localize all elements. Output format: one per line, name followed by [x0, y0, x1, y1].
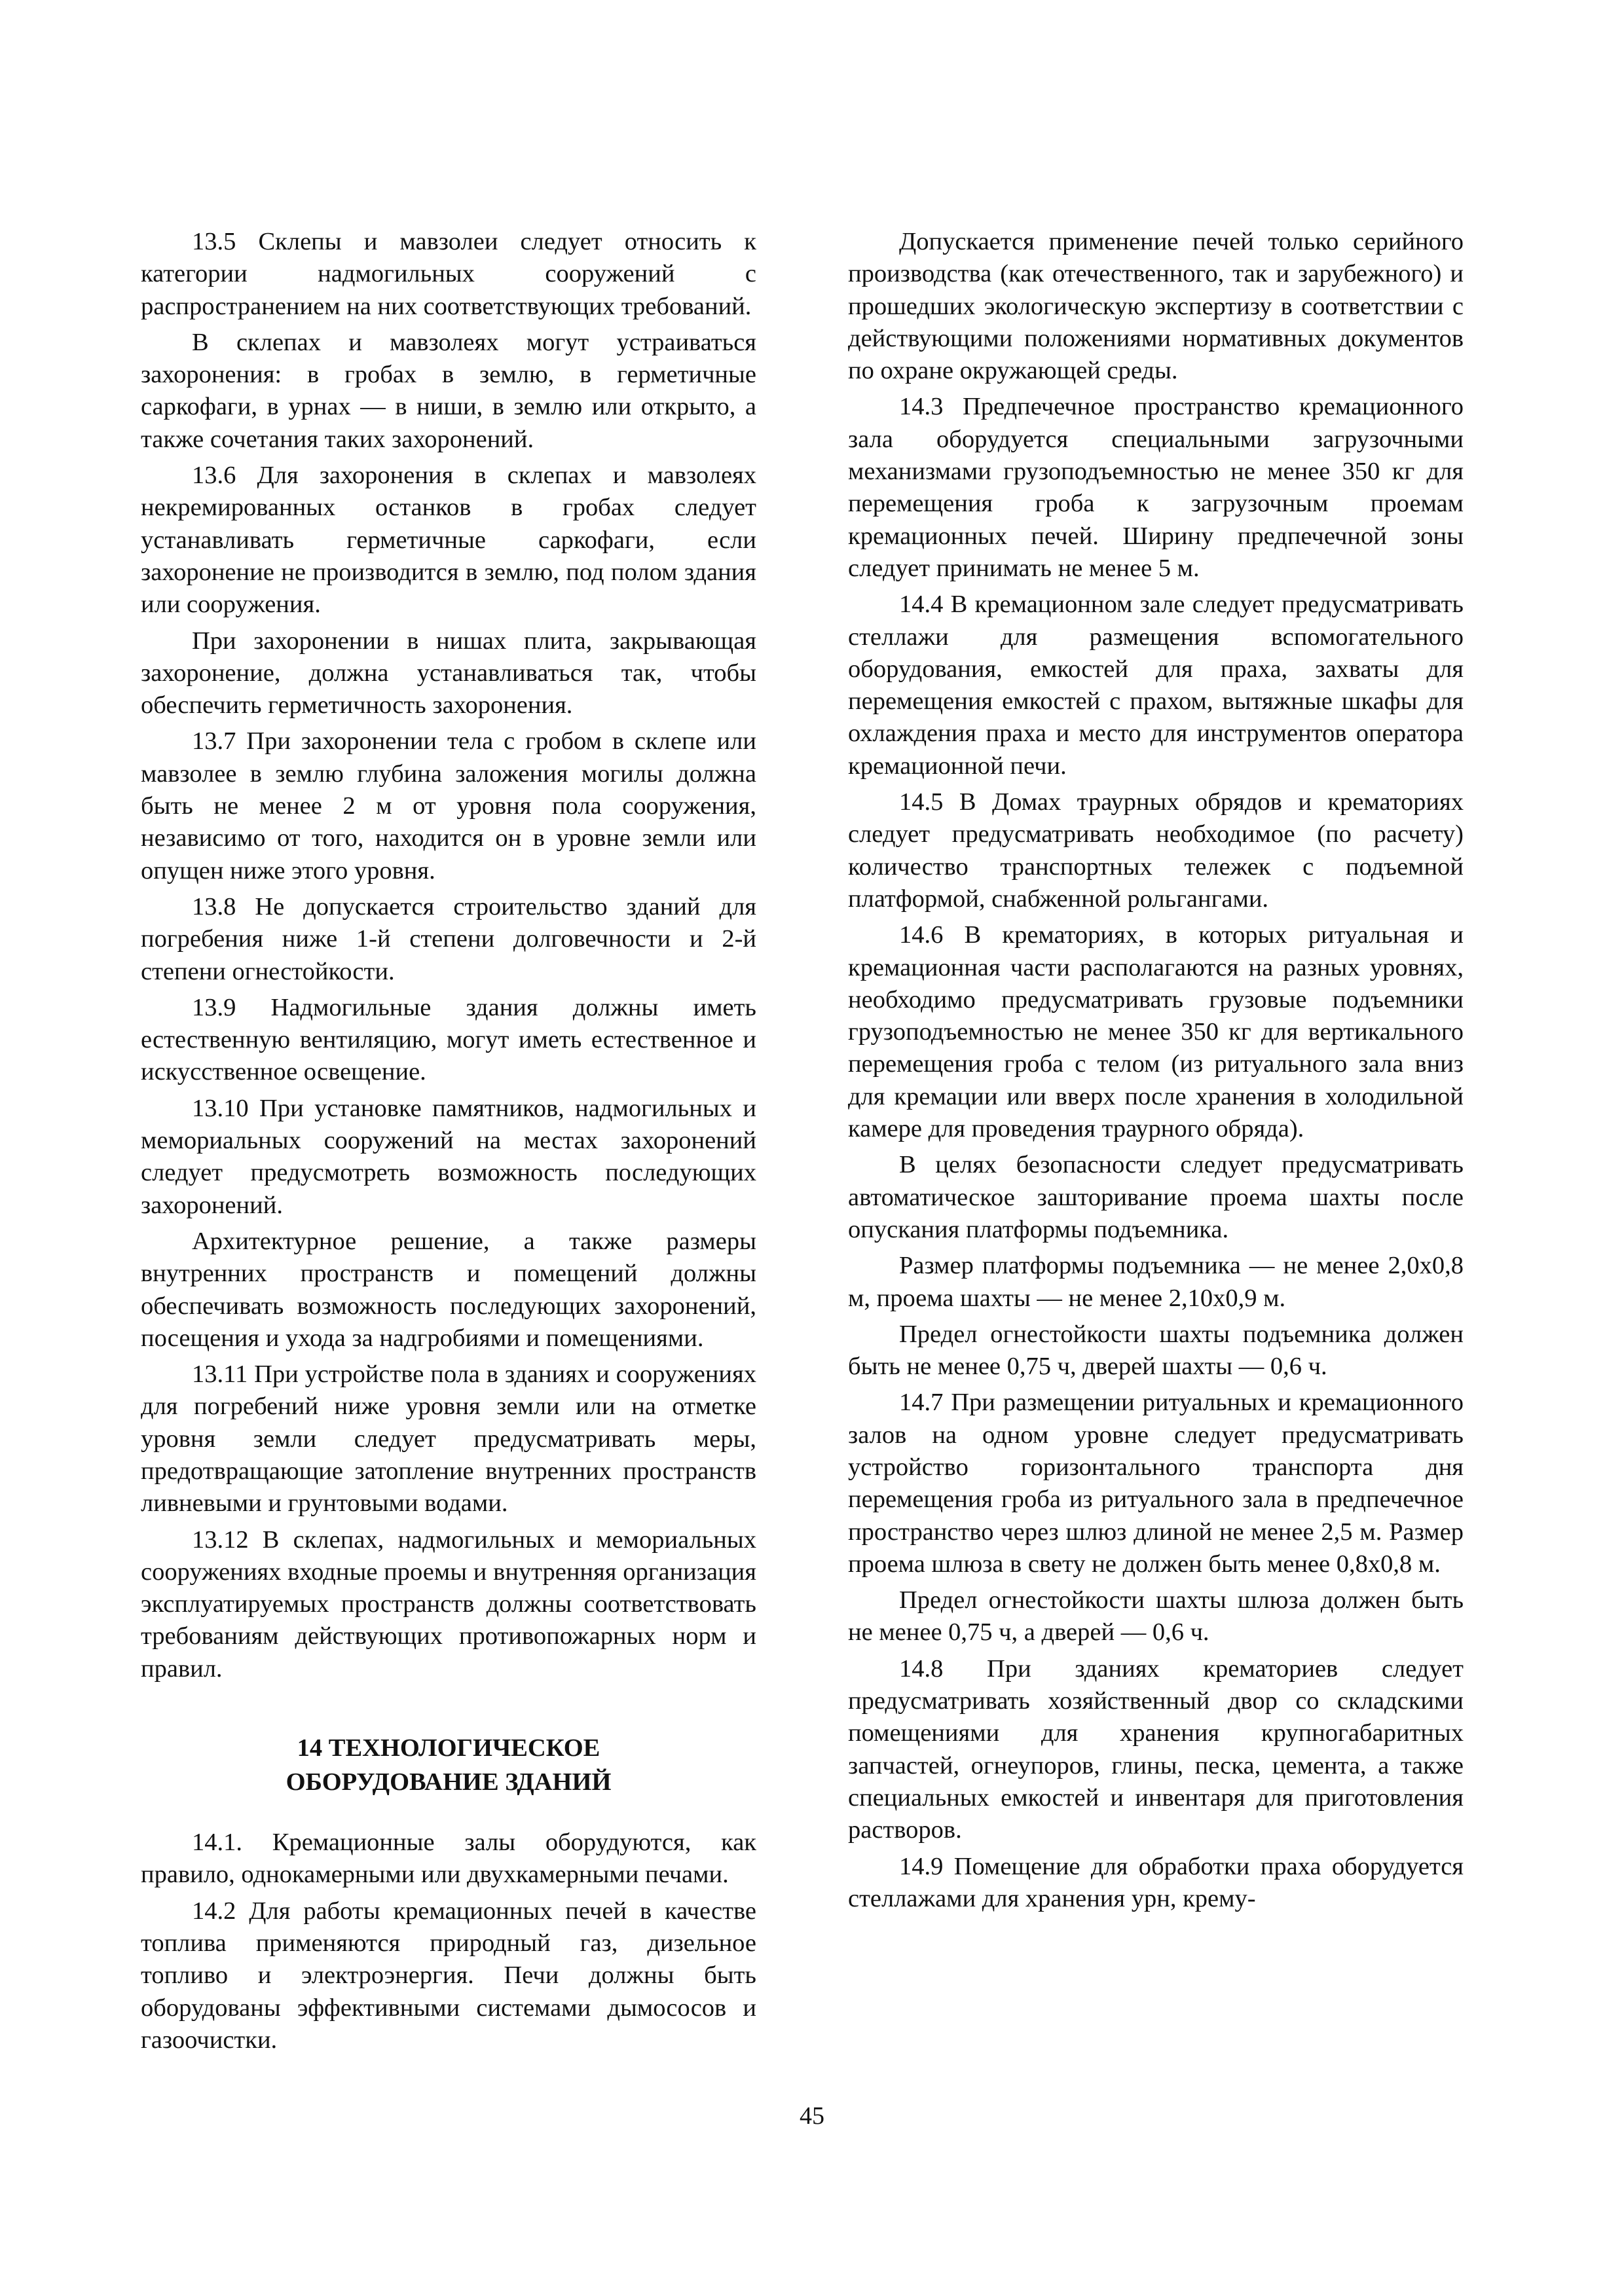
- paragraph-safety: В целях безопасности следует предусматривать автоматическое зашторивание проема шахты после опускания платформы подъемника.: [848, 1151, 1464, 1243]
- paragraph-13-6: 13.6 Для захоронения в склепах и мавзолеях некремированных останков в гробах следует устанавливать герметичные саркофаги, если захоронение не производится в землю, под полом здания или сооружения.: [141, 462, 756, 619]
- paragraph-crypt-burials: В склепах и мавзолеях могут устраиваться захоронения: в гробах в землю, в герметичные саркофаги, в урнах — в ниши, в землю или открыто, а также сочетания таких захоронений.: [141, 328, 756, 453]
- paragraph-13-9: 13.9 Надмогильные здания должны иметь естественную вентиляцию, могут иметь естественное и искусственное освещение.: [141, 993, 756, 1086]
- page-number: 45: [800, 2102, 824, 2130]
- paragraph-14-9: 14.9 Помещение для обработки праха оборудуется стеллажами для хранения урн, крему-: [848, 1852, 1464, 1912]
- paragraph-14-4: 14.4 В кремационном зале следует предусматривать стеллажи для размещения вспомогательного оборудования, емкостей для праха, захваты для перемещения емкостей с прахом, вытяжные шкафы для охлаждения праха и место для инструментов оператора кремационной печи.: [848, 591, 1464, 780]
- section-heading-line-2: ОБОРУДОВАНИЕ ЗДАНИЙ: [286, 1768, 612, 1796]
- left-text-column: [141, 226, 756, 2060]
- paragraph-serial-furnaces: Допускается применение печей только серийного производства (как отечественного, так и зарубежного) и прошедших экологическую экспертизу в соответствии с действующими положениями нормативных документов по охране окружающей среды.: [848, 228, 1464, 385]
- paragraph-platform-size: Размер платформы подъемника — не менее 2,0х0,8 м, проема шахты — не менее 2,10х0,9 м.: [848, 1252, 1464, 1312]
- paragraph-14-3: 14.3 Предпечечное пространство кремационного зала оборудуется специальными загрузочными механизмами грузоподъемностью не менее 350 кг для перемещения гроба к загрузочным проемам кремационных печей. Ширину предпечечной зоны следует принимать не менее 5 м.: [848, 393, 1464, 582]
- paragraph-14-1: 14.1. Кремационные залы оборудуются, как правило, однокамерными или двухкамерными печами.: [141, 1829, 756, 1889]
- paragraph-niche-burials: При захоронении в нишах плита, закрывающая захоронение, должна устанавливаться так, чтобы обеспечить герметичность захоронения.: [141, 627, 756, 720]
- paragraph-14-6: 14.6 В крематориях, в которых ритуальная и кремационная части располагаются на разных уровнях, необходимо предусматривать грузовые подъемники грузоподъемностью не менее 350 кг для вертикального перемещения гроба с телом (из ритуального зала вниз для кремации или вверх после хранения в холодильной камере для проведения траурного обряда).: [848, 921, 1464, 1143]
- paragraph-14-8: 14.8 При зданиях крематориев следует предусматривать хозяйственный двор со складскими помещениями для хранения крупногабаритных запчастей, огнеупоров, глины, песка, цемента, а также специальных емкостей и инвентаря для приготовления растворов.: [848, 1654, 1464, 1844]
- paragraph-14-5: 14.5 В Домах траурных обрядов и крематориях следует предусматривать необходимое (по расчету) количество транспортных тележек с подъемной платформой, снабженной рольгангами.: [848, 788, 1464, 913]
- paragraph-13-8: 13.8 Не допускается строительство зданий для погребения ниже 1-й степени долговечности и 2-й степени огнестойкости.: [141, 892, 756, 985]
- right-text-column: [848, 226, 1464, 1919]
- paragraph-13-5: 13.5 Склепы и мавзолеи следует относить к категории надмогильных сооружений с распространением на них соответствующих требований.: [141, 228, 756, 320]
- paragraph-sluice-fire-resistance: Предел огнестойкости шахты шлюза должен быть не менее 0,75 ч, а дверей — 0,6 ч.: [848, 1586, 1464, 1647]
- paragraph-13-10: 13.10 При установке памятников, надмогильных и мемориальных сооружений на местах захоронений следует предусмотреть возможность последующих захоронений.: [141, 1094, 756, 1219]
- paragraph-14-7: 14.7 При размещении ритуальных и кремационного залов на одном уровне следует предусматривать устройство горизонтального транспорта дня перемещения гроба из ритуального зала в предпечечное пространство через шлюз длиной не менее 2,5 м. Размер проема шлюза в свету не должен быть менее 0,8х0,8 м.: [848, 1389, 1464, 1578]
- paragraph-13-12: 13.12 В склепах, надмогильных и мемориальных сооружениях входные проемы и внутренняя организация эксплуатируемых пространств должны соответствовать требованиям действующих противопожарных норм и правил.: [141, 1525, 756, 1683]
- paragraph-shaft-fire-resistance: Предел огнестойкости шахты подъемника должен быть не менее 0,75 ч, дверей шахты — 0,6 ч.: [848, 1320, 1464, 1381]
- paragraph-14-2: 14.2 Для работы кремационных печей в качестве топлива применяются природный газ, дизельное топливо и электроэнергия. Печи должны быть оборудованы эффективными системами дымососов и газоочистки.: [141, 1897, 756, 2054]
- paragraph-architectural-solution: Архитектурное решение, а также размеры внутренних пространств и помещений должны обеспечивать возможность последующих захоронений, посещения и ухода за надгробиями и помещениями.: [141, 1227, 756, 1352]
- section-heading-14: [141, 1731, 756, 1799]
- paragraph-13-7: 13.7 При захоронении тела с гробом в склепе или мавзолее в землю глубина заложения могилы должна быть не менее 2 м от уровня пола сооружения, независимо от того, находится он в уровне земли или опущен ниже этого уровня.: [141, 727, 756, 884]
- paragraph-13-11: 13.11 При устройстве пола в зданиях и сооружениях для погребений ниже уровня земли или на отметке уровня земли следует предусматривать меры, предотвращающие затопление внутренних пространств ливневыми и грунтовыми водами.: [141, 1360, 756, 1518]
- section-heading-line-1: 14 ТЕХНОЛОГИЧЕСКОЕ: [297, 1734, 600, 1762]
